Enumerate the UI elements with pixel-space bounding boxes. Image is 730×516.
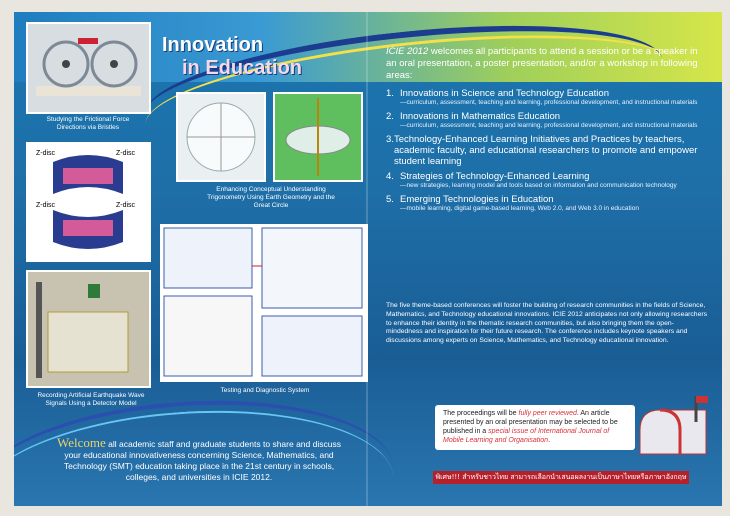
section-title: [162, 34, 302, 80]
conference-description: The five theme-based conferences will foster the building of research communities in the fields of Science, Mathematics, and Technology educational innovations. ICIE 2012 anticipates not only allowing researchers to enhance their identity in the thematic research communities, but also bringing them the open-mindedness and inspiration for their future research. The conference includes keynote speakers and discussions among experts on Science, Mathematics, and Technology educational innovation.: [386, 302, 708, 345]
brochure-sheet: [14, 12, 722, 506]
sarcomere-photo: [26, 142, 151, 262]
topic-title: Innovations in Mathematics Education: [400, 111, 561, 122]
topic-list: [386, 88, 704, 217]
topic-sub: —new strategies, learning model and tools based on information and communication technology: [400, 182, 677, 189]
notice-text: The proceedings will be: [443, 410, 519, 417]
proceedings-notice: [435, 405, 635, 450]
notice-highlight: fully peer reviewed: [518, 410, 577, 417]
caption-diagnostic: Testing and Diagnostic System: [220, 387, 310, 394]
notice-highlight: special issue of International Journal of Mobile Learning and Organisation: [443, 428, 610, 444]
topic-sub: —curriculum, assessment, teaching and learning, professional development, and instructional materials: [400, 122, 698, 129]
welcome-text: all academic staff and graduate students to share and discuss your educational innovativeness concerning Science, Mathematics, and Technology (SMT) education taking place in the 21st century in schools, colleges, and universities in ICIE 2012.: [63, 439, 341, 482]
caption-trig: Enhancing Conceptual Understanding Trigonometry Using Earth Geometry and the Great Circle: [207, 186, 335, 209]
title-line1: Innovation: [162, 34, 264, 56]
topic-number: 3.: [386, 134, 394, 145]
topic-title: Technology-Enhanced Learning Initiatives and Practices by teachers, academic faculty, and educational researchers to promote and empower student learning: [393, 134, 698, 167]
trig-disc-photo: [176, 92, 266, 182]
topic-sub: —curriculum, assessment, teaching and learning, professional development, and instructional materials: [400, 99, 698, 106]
zdisc-label: Z-disc: [36, 202, 56, 209]
notice-text: .: [548, 437, 551, 444]
thai-banner: พิเศษ!!! สำหรับชาวไทย สามารถเลือกนำเสนอผลงานเป็นภาษาไทยหรือภาษาอังกฤษ: [433, 471, 689, 484]
diagnostic-system-photo: [160, 224, 368, 382]
welcome-paragraph: [49, 437, 349, 483]
welcome-first-word: Welcome: [57, 435, 106, 450]
caption-earthquake: Recording Artificial Earthquake Wave Signals Using a Detector Model: [37, 392, 145, 407]
topic-number: 2.: [386, 111, 394, 122]
intro-paragraph: [386, 46, 701, 82]
topic-item: [386, 194, 704, 213]
zdisc-label: Z-disc: [116, 202, 136, 209]
zdisc-label: Z-disc: [36, 150, 56, 157]
bristles-photo: [26, 22, 151, 114]
intro-brand: ICIE 2012: [386, 46, 429, 57]
topic-title: Strategies of Technology-Enhanced Learning: [400, 171, 590, 182]
earthquake-photo: [26, 270, 151, 388]
topic-number: 5.: [386, 194, 394, 205]
title-line2: in Education: [182, 57, 302, 79]
topic-title: Emerging Technologies in Education: [400, 194, 554, 205]
topic-number: 4.: [386, 171, 394, 182]
topic-item: [386, 88, 704, 107]
zdisc-label: Z-disc: [116, 150, 136, 157]
intro-text: welcomes all participants to attend a session or be a speaker in an oral presentation, a poster presentation, and/or a workshop in following areas:: [386, 46, 698, 81]
topic-title: Innovations in Science and Technology Education: [400, 88, 609, 99]
caption-sarcomere: Sarcomere Model: [62, 256, 114, 263]
notice-text: . An article presented by an oral presentation may be selected to be published in a: [443, 410, 618, 435]
great-circle-photo: [273, 92, 363, 182]
topic-sub: —mobile learning, digital game-based learning, Web 2.0, and Web 3.0 in education: [400, 205, 639, 212]
caption-bristles: Studying the Frictional Force Directions via Bristles: [46, 116, 130, 131]
topic-item: [386, 111, 704, 130]
topic-number: 1.: [386, 88, 394, 99]
topic-item: [386, 171, 704, 190]
topic-item: [386, 134, 704, 167]
mailbox-icon: [636, 392, 716, 472]
